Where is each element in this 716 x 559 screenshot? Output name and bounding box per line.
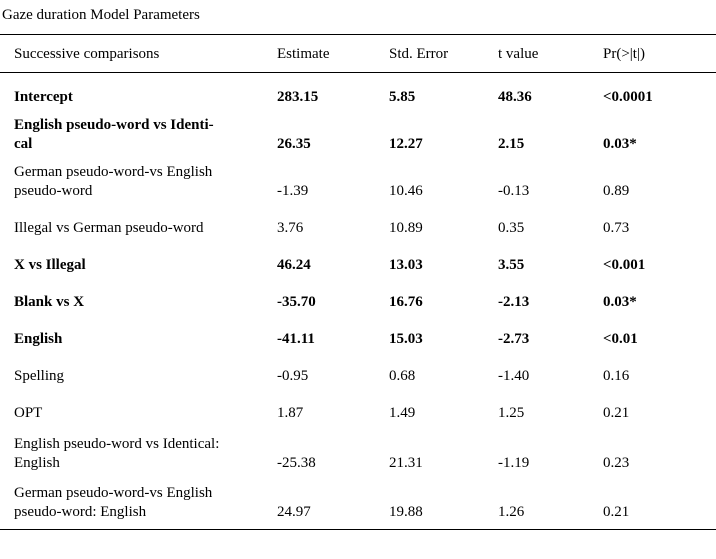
cell-comparison: Intercept	[14, 88, 73, 105]
cell-t-value: -1.40	[498, 367, 530, 384]
cell-t-value: -1.19	[498, 454, 530, 471]
table-row	[0, 319, 716, 356]
cell-p-value: 0.23	[603, 454, 630, 471]
cell-std-error: 15.03	[389, 330, 423, 347]
cell-estimate: -0.95	[277, 367, 309, 384]
table-row	[0, 245, 716, 282]
cell-p-value: <0.0001	[603, 88, 653, 105]
cell-estimate: 1.87	[277, 404, 304, 421]
cell-comparison: English pseudo-word vs Identi- cal	[14, 116, 214, 152]
cell-comparison: English	[14, 330, 63, 347]
cell-std-error: 12.27	[389, 135, 423, 152]
cell-t-value: 48.36	[498, 88, 532, 105]
cell-comparison: English pseudo-word vs Identical: English	[14, 435, 220, 471]
cell-estimate: 3.76	[277, 219, 304, 236]
cell-estimate: 46.24	[277, 256, 311, 273]
cell-estimate: -1.39	[277, 182, 309, 199]
table-row	[0, 393, 716, 430]
cell-estimate: 26.35	[277, 135, 311, 152]
cell-comparison: German pseudo-word-vs English pseudo-word	[14, 163, 213, 199]
header-p-value: Pr(>|t|)	[603, 45, 645, 62]
cell-t-value: 3.55	[498, 256, 525, 273]
cell-p-value: 0.03*	[603, 135, 637, 152]
cell-std-error: 1.49	[389, 404, 416, 421]
cell-estimate: 283.15	[277, 88, 319, 105]
cell-std-error: 10.89	[389, 219, 423, 236]
table-row	[0, 208, 716, 245]
cell-estimate: 24.97	[277, 504, 311, 520]
table-row	[0, 114, 716, 161]
cell-p-value: 0.21	[603, 504, 630, 520]
table-row	[0, 161, 716, 208]
cell-t-value: 1.25	[498, 404, 525, 421]
cell-t-value: 1.26	[498, 504, 525, 520]
cell-t-value: -0.13	[498, 182, 530, 199]
cell-estimate: -41.11	[277, 330, 315, 347]
cell-comparison: Illegal vs German pseudo-word	[14, 219, 204, 236]
cell-comparison: Blank vs X	[14, 293, 85, 310]
table-row	[0, 73, 716, 114]
header-t-value: t value	[498, 45, 539, 62]
cell-std-error: 16.76	[389, 293, 423, 310]
header-comparisons: Successive comparisons	[14, 45, 160, 62]
cell-estimate: -25.38	[277, 454, 316, 471]
cell-p-value: 0.73	[603, 219, 630, 236]
cell-comparison: X vs Illegal	[14, 256, 86, 273]
cell-std-error: 19.88	[389, 504, 423, 520]
header-row	[0, 35, 716, 73]
cell-p-value: 0.03*	[603, 293, 637, 310]
cell-comparison: Spelling	[14, 367, 65, 384]
table-caption: Gaze duration Model Parameters	[2, 7, 200, 23]
table-row	[0, 430, 716, 480]
cell-p-value: 0.21	[603, 404, 630, 421]
cell-comparison: German pseudo-word-vs English pseudo-word: English	[14, 485, 213, 520]
cell-std-error: 21.31	[389, 454, 423, 471]
cell-estimate: -35.70	[277, 293, 316, 310]
cell-t-value: 2.15	[498, 135, 525, 152]
table-row	[0, 480, 716, 530]
table-row	[0, 356, 716, 393]
cell-p-value: 0.16	[603, 367, 630, 384]
cell-std-error: 10.46	[389, 182, 423, 199]
cell-t-value: -2.13	[498, 293, 530, 310]
model-parameters-table	[0, 34, 716, 530]
header-std-error: Std. Error	[389, 45, 449, 62]
cell-p-value: <0.01	[603, 330, 638, 347]
cell-std-error: 0.68	[389, 367, 416, 384]
cell-std-error: 5.85	[389, 88, 416, 105]
cell-p-value: 0.89	[603, 182, 630, 199]
header-estimate: Estimate	[277, 45, 330, 62]
table-row	[0, 282, 716, 319]
cell-t-value: -2.73	[498, 330, 530, 347]
cell-t-value: 0.35	[498, 219, 525, 236]
cell-p-value: <0.001	[603, 256, 646, 273]
cell-comparison: OPT	[14, 404, 43, 421]
cell-std-error: 13.03	[389, 256, 423, 273]
